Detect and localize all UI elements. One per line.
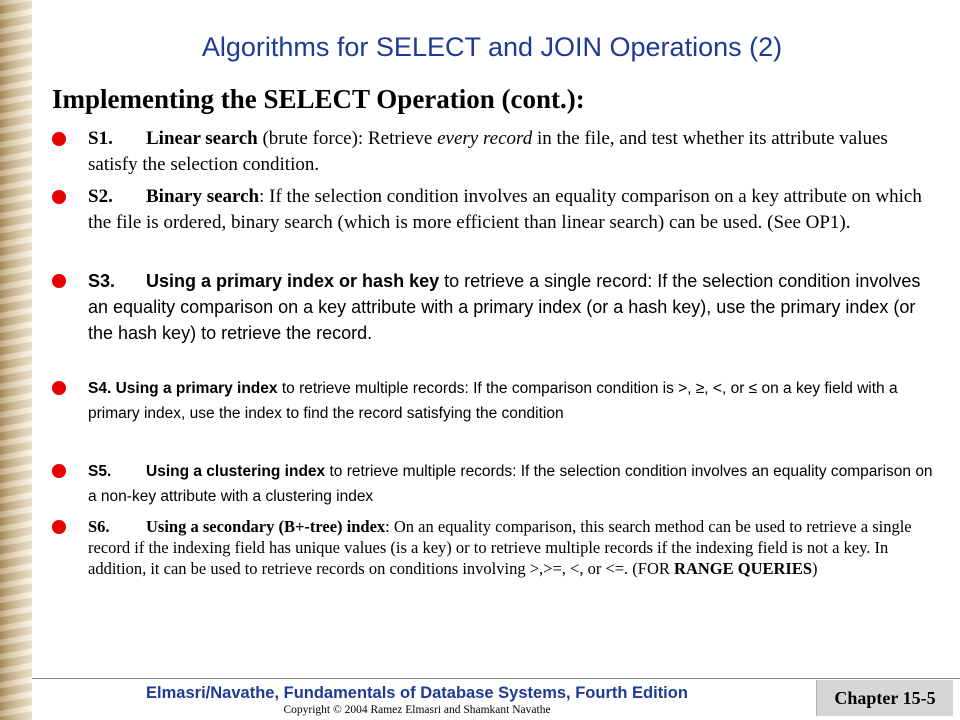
item-code: S3. xyxy=(88,271,116,291)
item-rest: to retrieve multiple records: If the selection condition involves an equality comparison on a non-key attribute with a clustering index xyxy=(88,463,933,505)
item-text xyxy=(88,184,934,236)
slide-title: Algorithms for SELECT and JOIN Operations (2) xyxy=(201,32,783,62)
item-rest: : On an equality comparison, this search method can be used to retrieve a single record if the indexing field has unique values (is a key) or to retrieve multiple records if the indexing field is not a key. In addition, it can be used to retrieve records on conditions involving >,>=, <, or <=. (FOR xyxy=(88,517,912,578)
item-code: S6. xyxy=(88,517,110,536)
item-lead: Using a primary index xyxy=(115,380,278,397)
chapter-badge xyxy=(816,680,953,716)
footer-divider xyxy=(32,678,960,679)
item-text xyxy=(88,126,934,178)
item-emphasis: every record xyxy=(437,128,533,149)
item-code: S1. xyxy=(88,128,113,149)
item-lead: Using a primary index or hash key xyxy=(146,271,440,291)
item-rest: ) xyxy=(812,559,818,578)
bullet-icon xyxy=(52,381,66,395)
section-heading: Implementing the SELECT Operation (cont.): xyxy=(52,84,585,114)
item-lead: Using a clustering index xyxy=(146,463,326,480)
item-rest: : If the selection condition involves an equality comparison on a key attribute on which the file is ordered, binary search (which is more efficient than linear search) can be used. (See OP1). xyxy=(88,186,922,233)
item-lead: Linear search xyxy=(146,128,258,149)
item-strong-tail: RANGE QUERIES xyxy=(674,559,813,578)
item-code: S2. xyxy=(88,186,113,207)
item-code: S5. xyxy=(88,463,112,480)
bullet-icon xyxy=(52,274,66,288)
item-lead: Using a secondary (B+-tree) index xyxy=(146,517,386,536)
item-rest: to retrieve multiple records: If the comparison condition is >, ≥, <, or ≤ on a key field with a primary index, use the index to find the record satisfying the condition xyxy=(88,380,898,422)
item-text xyxy=(88,516,934,579)
item-text xyxy=(88,459,934,509)
item-rest: to retrieve a single record: If the selection condition involves an equality comparison on a key attribute with a primary index (or a hash key), use the primary index (or the hash key) to retrieve the record. xyxy=(88,271,921,343)
item-text xyxy=(88,376,934,426)
footer-copyright: Copyright © 2004 Ramez Elmasri and Shamkant Navathe xyxy=(283,704,551,716)
item-text xyxy=(88,268,934,346)
bullet-icon xyxy=(52,190,66,204)
footer-book-title: Elmasri/Navathe, Fundamentals of Database Systems, Fourth Edition xyxy=(146,684,688,702)
item-rest: (brute force): Retrieve xyxy=(257,128,438,149)
item-rest: in the file, and test whether its attribute values satisfy the selection condition. xyxy=(88,128,888,175)
item-lead: Binary search xyxy=(146,186,260,207)
bullet-icon xyxy=(52,520,66,534)
item-code: S4. xyxy=(88,380,112,397)
chapter-label: Chapter 15-5 xyxy=(834,687,936,708)
bullet-icon xyxy=(52,464,66,478)
bullet-icon xyxy=(52,132,66,146)
decorative-sand-sidebar xyxy=(0,0,32,720)
